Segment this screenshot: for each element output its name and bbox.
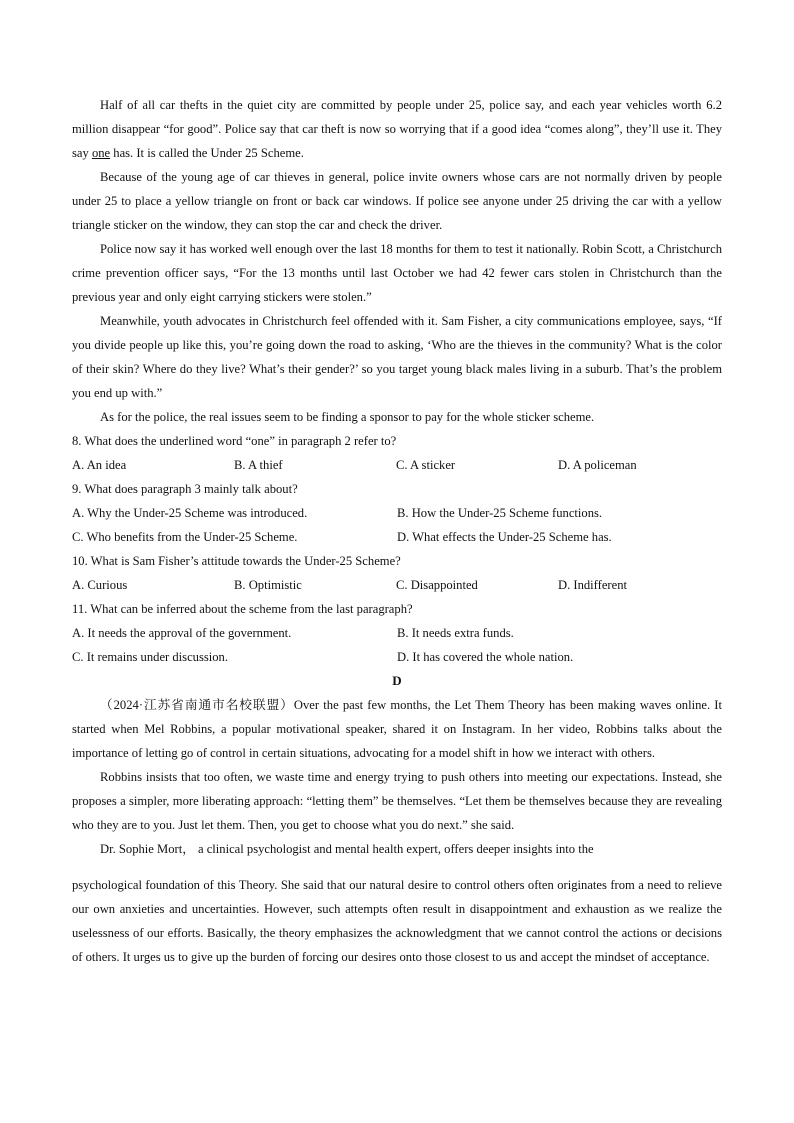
option: A. Why the Under-25 Scheme was introduced.	[72, 506, 308, 520]
passage-d-paragraph-1: （2024·江苏省南通市名校联盟）Over the past few months, the Let Them Theory has been making waves online. It started when Mel Robbins, a popular motivational speaker, shared it on Instagram. In her video, Robbins talks about the importance of letting go of control in certain situations, advocating for a model shift in how we interact with others.	[72, 698, 722, 760]
option: D. It has covered the whole nation.	[397, 650, 574, 664]
option: B. How the Under-25 Scheme functions.	[397, 506, 603, 520]
option: A. An idea	[72, 458, 127, 472]
passage-d-paragraph-3-continued: psychological foundation of this Theory. She said that our natural desire to control others often originates from a need to relieve our own anxieties and uncertainties. However, such attempts often result in disappointment and exhaustion as we realize the uselessness of our efforts. Basically, the theory emphasizes the acknowledgment that we cannot control the actions or decisions of others. It urges us to give up the burden of forcing our desires onto those closest to us and accept the mindset of acceptance.	[72, 878, 722, 964]
option: C. Disappointed	[396, 578, 478, 592]
question-10-options	[72, 573, 722, 597]
option: A. Curious	[72, 578, 128, 592]
option: B. It needs extra funds.	[397, 626, 514, 640]
passage-c-paragraph-1	[72, 93, 722, 165]
option: A. It needs the approval of the government.	[72, 626, 292, 640]
question-11-stem: 11. What can be inferred about the scheme from the last paragraph?	[72, 602, 413, 616]
document-page	[72, 93, 722, 969]
passage-d-paragraph-3-start: Dr. Sophie Mort， a clinical psychologist and mental health expert, offers deeper insights into the	[100, 842, 594, 856]
spacer	[72, 861, 722, 873]
passage-c-paragraph-5: As for the police, the real issues seem to be finding a sponsor to pay for the whole sticker scheme.	[100, 410, 595, 424]
option: D. A policeman	[558, 458, 637, 472]
p1-text-after: has. It is called the Under 25 Scheme.	[110, 146, 304, 160]
option: D. Indifferent	[558, 578, 628, 592]
underlined-word: one	[91, 146, 111, 160]
passage-d-paragraph-2: Robbins insists that too often, we waste time and energy trying to push others into meeting our expectations. Instead, she proposes a simpler, more liberating approach: “letting them” be themselves. “Let them be themselves because they are revealing who they are to you. Just let them. Then, you get to choose what you do next.” she said.	[72, 770, 722, 832]
option: D. What effects the Under-25 Scheme has.	[397, 530, 612, 544]
passage-c-paragraph-4: Meanwhile, youth advocates in Christchurch feel offended with it. Sam Fisher, a city communications employee, says, “If you divide people up like this, you’re going down the road to asking, ‘Who are the thieves in the community? What is the color of their skin? Where do they live? What’s their gender?’ so you target young black males living in a suburb. That’s the problem you end up with.”	[72, 314, 722, 400]
question-8-options	[72, 453, 722, 477]
passage-c-paragraph-3: Police now say it has worked well enough over the last 18 months for them to test it nationally. Robin Scott, a Christchurch crime prevention officer says, “For the 13 months until last October we had 42 fewer cars stolen in Christchurch than the previous year and only eight carrying stickers were stolen.”	[72, 242, 722, 304]
question-9-options-row-1	[72, 501, 722, 525]
question-8-stem: 8. What does the underlined word “one” in paragraph 2 refer to?	[72, 434, 397, 448]
p1-text-before: Half of all car thefts in the quiet city are committed by people under 25, police say, and each year vehicles worth 6.2 million disappear “for good”. Police say that car theft is now so worrying that if a good idea “comes along”, they’ll use it. They say	[72, 98, 722, 160]
option: C. It remains under discussion.	[72, 650, 229, 664]
question-11-options-row-2	[72, 645, 722, 669]
option: C. Who benefits from the Under-25 Scheme.	[72, 530, 298, 544]
option: B. A thief	[234, 458, 283, 472]
passage-c-paragraph-2: Because of the young age of car thieves in general, police invite owners whose cars are not normally driven by people under 25 to place a yellow triangle on front or back car windows. If police see anyone under 25 driving the car with a yellow triangle sticker on the window, they can stop the car and check the driver.	[72, 170, 722, 232]
question-11-options-row-1	[72, 621, 722, 645]
question-9-options-row-2	[72, 525, 722, 549]
option: B. Optimistic	[234, 578, 302, 592]
option: C. A sticker	[396, 458, 456, 472]
section-d-title: D	[392, 673, 402, 688]
question-10-stem: 10. What is Sam Fisher’s attitude towards the Under-25 Scheme?	[72, 554, 401, 568]
question-9-stem: 9. What does paragraph 3 mainly talk about?	[72, 482, 298, 496]
